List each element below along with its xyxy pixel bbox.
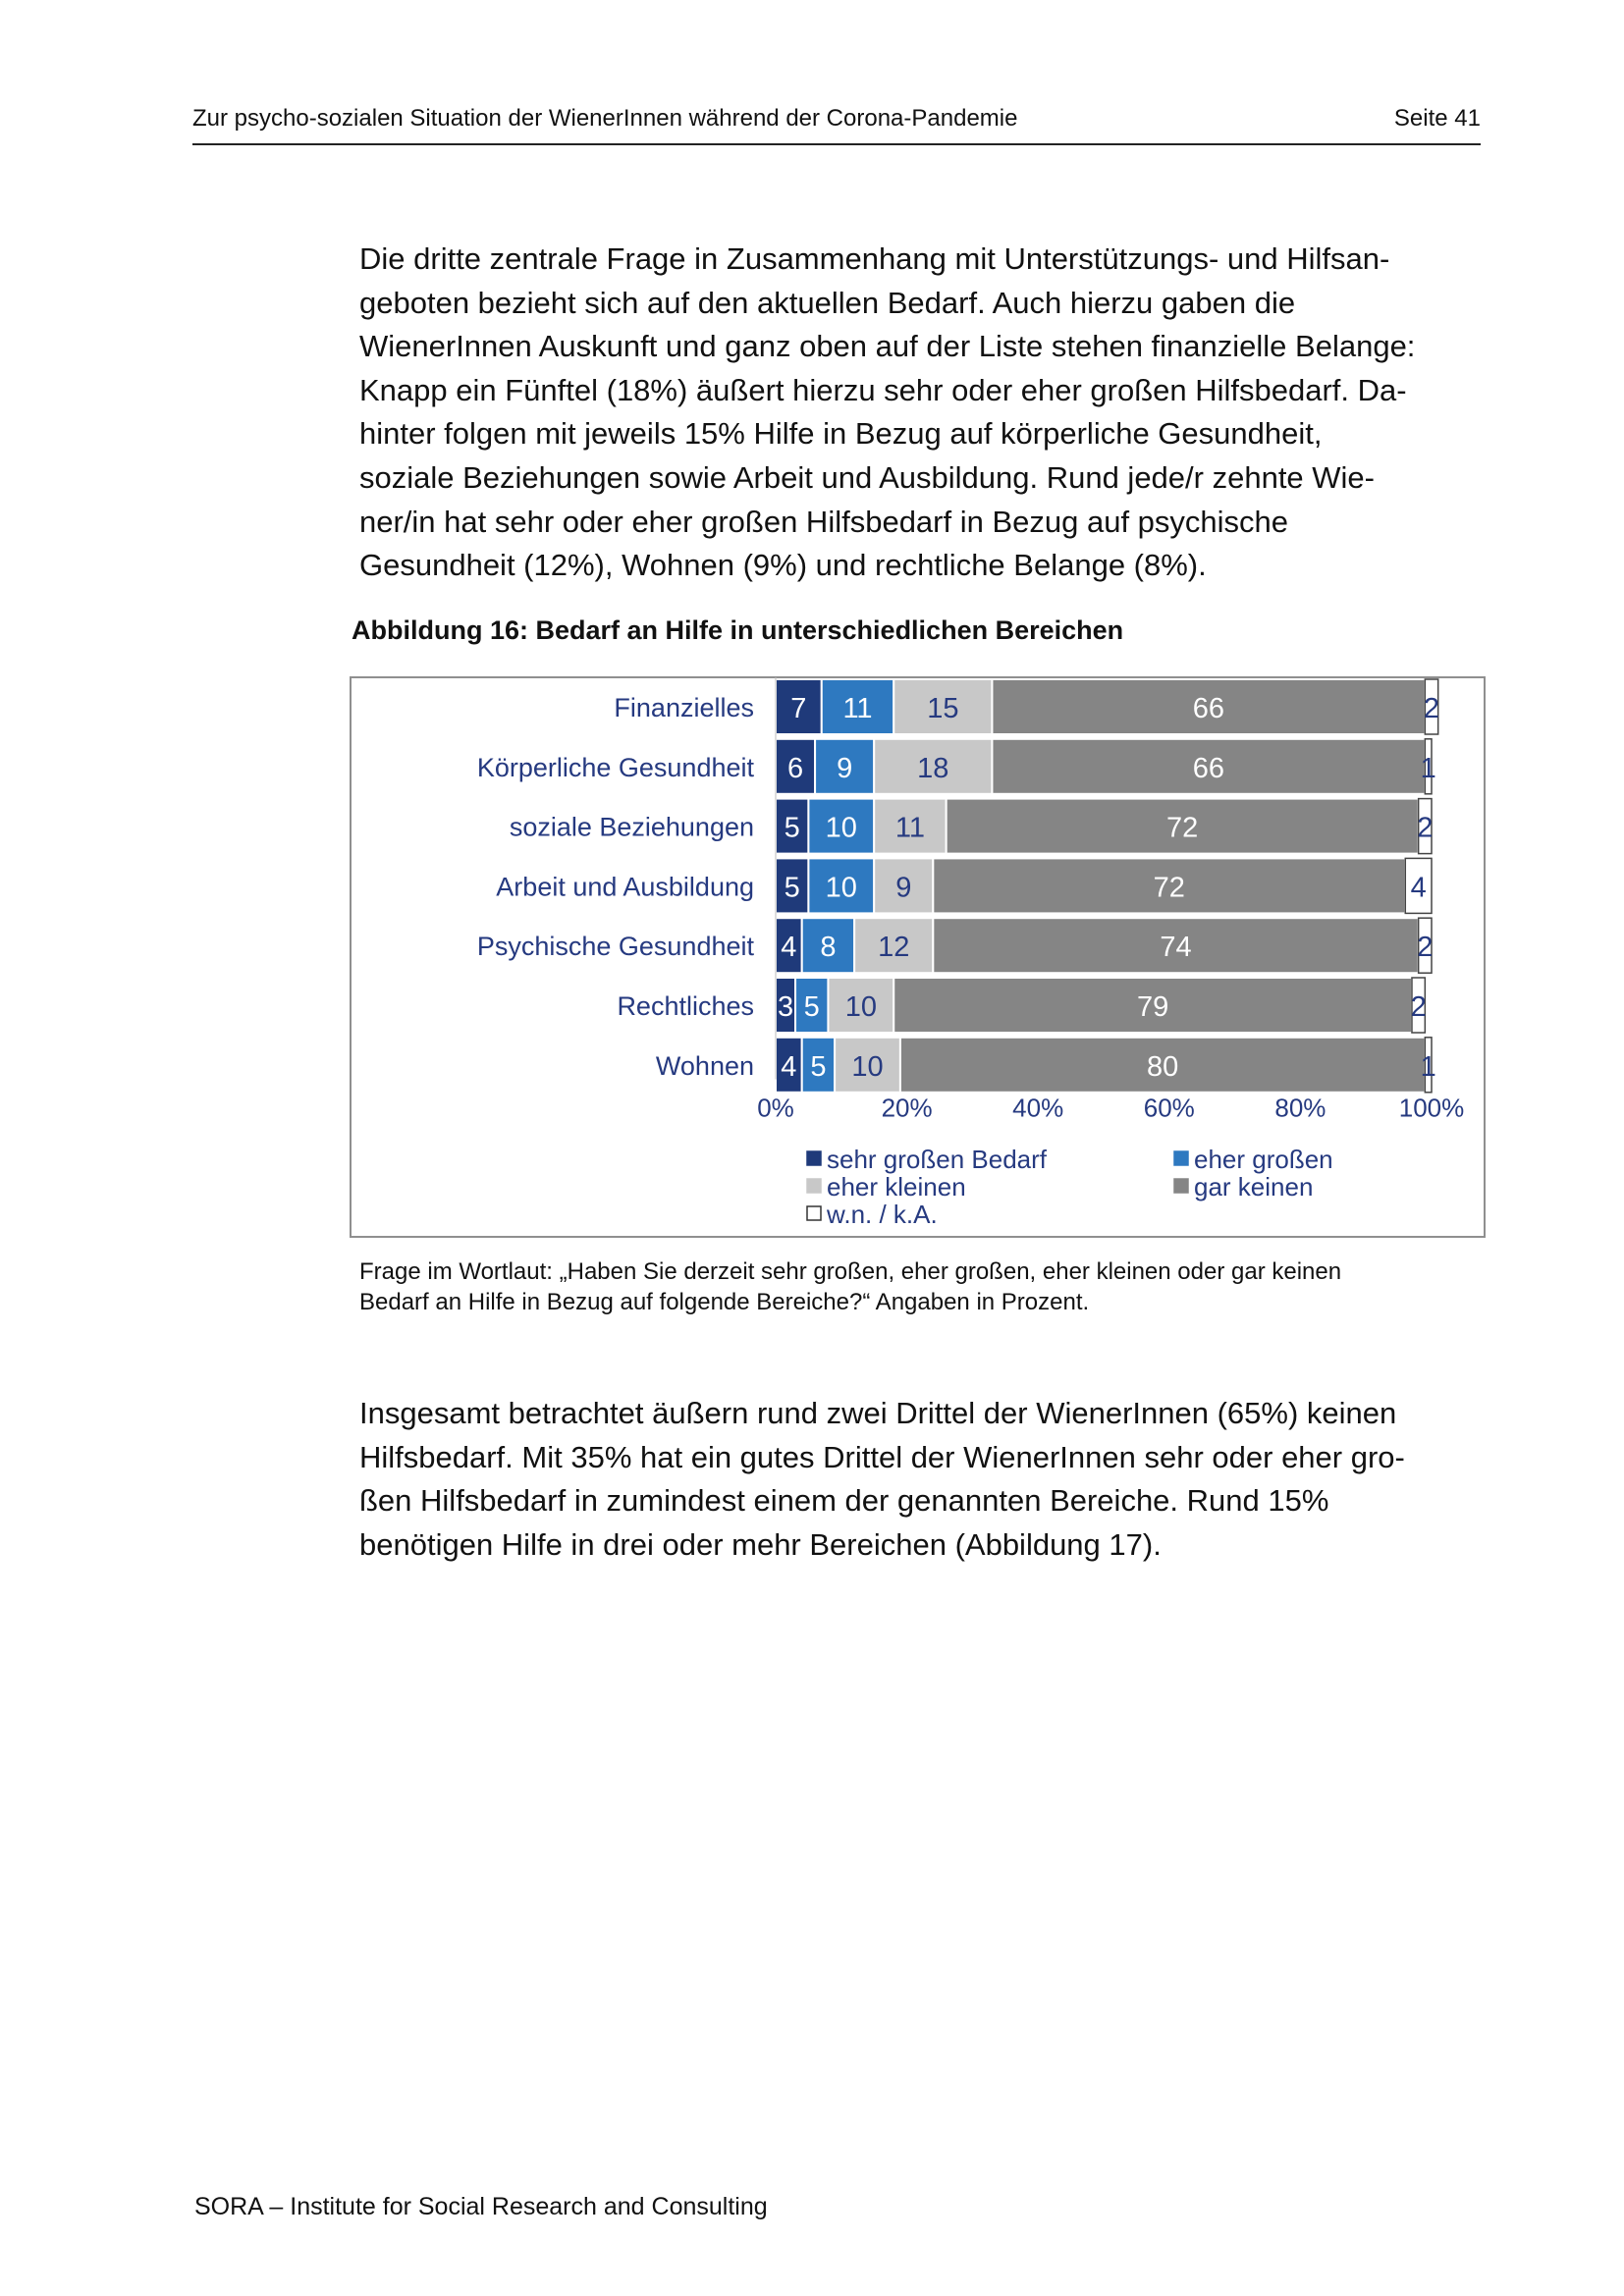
figure-title: Abbildung 16: Bedarf an Hilfe in unterschiedlichen Bereichen: [352, 615, 1124, 645]
x-tick-label: 40%: [1012, 1093, 1064, 1123]
data-label: 11: [842, 693, 873, 724]
legend-swatch: [1174, 1151, 1188, 1165]
data-label: 10: [825, 872, 857, 904]
legend-label: eher großen: [1194, 1145, 1333, 1174]
category-label: Rechtliches: [617, 991, 754, 1021]
data-label: 1: [1420, 1050, 1436, 1083]
data-label: 5: [810, 1050, 827, 1083]
legend-label: eher kleinen: [827, 1172, 966, 1201]
data-label: 10: [851, 1050, 884, 1083]
data-label: 18: [917, 752, 949, 784]
text-line: Hilfsbedarf. Mit 35% hat ein gutes Drittel der WienerInnen sehr oder eher gro-: [359, 1439, 1405, 1474]
data-label: 2: [1423, 693, 1440, 724]
figure-note: [359, 1256, 1489, 1317]
text-line: benötigen Hilfe in drei oder mehr Bereichen (Abbildung 17).: [359, 1526, 1162, 1562]
data-label: 7: [790, 693, 807, 724]
data-label: 2: [1410, 991, 1427, 1023]
paragraph-summary: [359, 1392, 1479, 1567]
data-label: 72: [1166, 812, 1199, 844]
data-label: 6: [786, 752, 804, 784]
text-line: soziale Beziehungen sowie Arbeit und Ausbildung. Rund jede/r zehnte Wie-: [359, 459, 1375, 495]
data-label: 4: [781, 1050, 797, 1083]
chart-frame: [350, 676, 1486, 1238]
data-label: 15: [927, 693, 959, 724]
data-label: 5: [784, 812, 800, 844]
page-header: [192, 104, 1481, 145]
category-label: Arbeit und Ausbildung: [496, 872, 754, 902]
text-line: Insgesamt betrachtet äußern rund zwei Drittel der WienerInnen (65%) keinen: [359, 1396, 1397, 1430]
stacked-bar-chart: [350, 676, 1486, 1238]
data-label: 80: [1146, 1050, 1179, 1083]
paragraph-intro: [359, 238, 1479, 588]
header-title: Zur psycho-sozialen Situation der WienerInnen während der Corona-Pandemie: [192, 105, 1018, 132]
category-label: Wohnen: [655, 1050, 754, 1081]
data-label: 2: [1417, 932, 1434, 964]
data-label: 12: [878, 932, 910, 964]
text-line: Knapp ein Fünftel (18%) äußert hierzu sehr oder eher großen Hilfsbedarf. Da-: [359, 372, 1407, 407]
data-label: 11: [894, 812, 925, 844]
legend-label: sehr großen Bedarf: [827, 1145, 1048, 1174]
legend-label: gar keinen: [1194, 1172, 1314, 1201]
category-label: Psychische Gesundheit: [476, 932, 754, 962]
legend-swatch: [807, 1151, 821, 1165]
x-tick-label: 80%: [1274, 1093, 1326, 1123]
data-label: 74: [1160, 932, 1192, 964]
data-label: 9: [837, 752, 853, 784]
note-line: Bedarf an Hilfe in Bezug auf folgende Bereiche?“ Angaben in Prozent.: [359, 1289, 1090, 1315]
data-label: 5: [803, 991, 820, 1023]
data-label: 8: [820, 932, 837, 964]
text-line: hinter folgen mit jeweils 15% Hilfe in Bezug auf körperliche Gesundheit,: [359, 416, 1323, 452]
data-label: 1: [1420, 752, 1436, 784]
legend-swatch: [807, 1206, 821, 1220]
x-tick-label: 60%: [1143, 1093, 1195, 1123]
data-label: 4: [781, 932, 797, 964]
x-tick-label: 0%: [757, 1093, 794, 1123]
category-label: soziale Beziehungen: [509, 812, 754, 842]
page-number: Seite 41: [1393, 105, 1481, 132]
category-label: Finanzielles: [614, 693, 754, 722]
legend-label: w.n. / k.A.: [827, 1200, 938, 1229]
data-label: 66: [1192, 693, 1225, 724]
text-line: ner/in hat sehr oder eher großen Hilfsbedarf in Bezug auf psychische: [359, 504, 1289, 539]
text-line: WienerInnen Auskunft und ganz oben auf der Liste stehen finanzielle Belange:: [359, 329, 1416, 364]
data-label: 72: [1153, 872, 1185, 904]
x-tick-label: 20%: [881, 1093, 933, 1123]
page-footer: SORA – Institute for Social Research and Consulting: [194, 2193, 768, 2220]
legend-swatch: [1174, 1179, 1188, 1193]
legend-swatch: [807, 1179, 821, 1193]
text-line: geboten bezieht sich auf den aktuellen Bedarf. Auch hierzu gaben die: [359, 285, 1296, 320]
text-line: Gesundheit (12%), Wohnen (9%) und rechtliche Belange (8%).: [359, 548, 1207, 583]
data-label: 10: [844, 991, 877, 1023]
data-label: 5: [784, 872, 800, 904]
text-line: Die dritte zentrale Frage in Zusammenhang mit Unterstützungs- und Hilfsan-: [359, 241, 1390, 276]
data-label: 2: [1417, 812, 1434, 844]
data-label: 10: [825, 812, 857, 844]
data-label: 3: [777, 991, 794, 1023]
data-label: 4: [1410, 872, 1427, 904]
note-line: Frage im Wortlaut: „Haben Sie derzeit sehr großen, eher großen, eher kleinen oder gar keinen: [359, 1258, 1342, 1285]
data-label: 9: [895, 872, 912, 904]
data-label: 66: [1192, 752, 1225, 784]
x-tick-label: 100%: [1398, 1093, 1465, 1123]
data-label: 79: [1136, 991, 1169, 1023]
category-label: Körperliche Gesundheit: [476, 752, 754, 782]
text-line: ßen Hilfsbedarf in zumindest einem der genannten Bereiche. Rund 15%: [359, 1483, 1329, 1519]
